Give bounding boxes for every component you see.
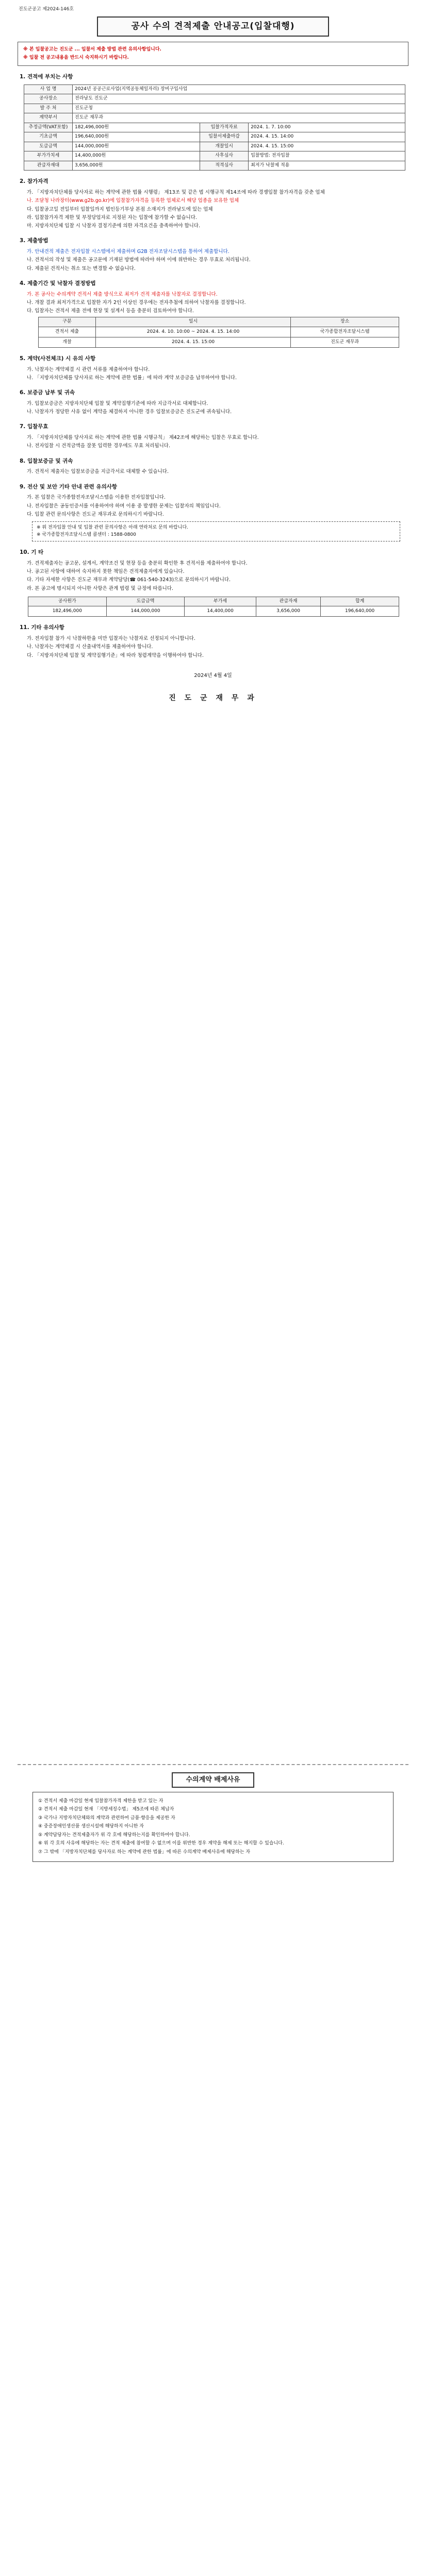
paragraph: 다. 「지방자치단체 입찰 및 계약집행기준」에 따라 청렴계약을 이행하여야 합니다. [27,652,204,658]
paragraph: 다. 입찰공고일 전일부터 입찰일까지 법인등기부상 본점 소재지가 전라남도에 있는 업체 [27,206,213,212]
table-cell: 144,000,000 [106,606,185,617]
col-header: 일시 [95,317,290,327]
paragraph: 다. 입찰 관련 문의사항은 진도군 재무과로 문의하시기 바랍니다. [27,511,164,517]
section-title: 5. 계약(사전체크) 시 유의 사항 [20,355,96,362]
row-label: 공사장소 [24,94,73,104]
row-value: 진도군 재무과 [73,113,405,123]
paragraph: 나. 낙찰자는 계약체결 시 산출내역서를 제출하여야 합니다. [27,644,153,650]
paragraph: 가. 전자입찰 참가 시 낙찰하한율 미만 입찰자는 낙찰자로 선정되지 아니합니다. [27,636,195,641]
col-header: 부가세 [185,597,256,606]
row-value: 2024. 4. 15. 15:00 [249,142,405,151]
paragraph: 나. 조달청 나라장터(www.g2b.go.kr)에 입찰참가자격을 등록한 업체로서 해당 업종을 보유한 업체 [27,198,239,204]
row-label: 입찰서제출마감 [200,132,249,142]
paragraph: 나. 개찰 결과 최저가격으로 입찰한 자가 2인 이상인 경우에는 전자추첨에 의하여 낙찰자를 결정합니다. [27,299,246,306]
table-cell: 개찰 [39,337,96,347]
row-label: 사후심사 [200,151,249,161]
row-label: 관급자재대 [24,161,73,171]
contract-item: ⑦ 그 밖에 「지방자치단체를 당사자로 하는 계약에 관한 법률」에 따른 수의계약 배제사유에 해당하는 자 [38,1849,251,1855]
schedule-table [38,317,399,348]
paragraph: 다. 기타 자세한 사항은 진도군 재무과 계약담당(☎ 061-540-3243)으로 문의하시기 바랍니다. [27,577,231,583]
paragraph: 나. 전자입찰 시 견적금액을 잘못 입력한 경우에도 무효 처리됩니다. [27,443,170,449]
table-cell: 견적서 제출 [39,327,96,337]
row-label: 발 주 처 [24,104,73,113]
overview-table [24,84,405,171]
section-title: 4. 제출기간 및 낙찰자 결정방법 [20,280,96,286]
section-title: 11. 기타 유의사항 [20,624,64,631]
col-header: 공사원가 [28,597,107,606]
issuer-name: 진 도 군 재 무 과 [169,693,257,702]
col-header: 관급자재 [256,597,320,606]
paragraph: 가. 본 입찰은 국가종합전자조달시스템을 이용한 전자입찰입니다. [27,495,166,501]
row-value: 182,496,000원 [73,123,200,132]
col-header: 구분 [39,317,96,327]
row-label: 기초금액 [24,132,73,142]
paragraph: 나. 「지방자치단체를 당사자로 하는 계약에 관한 법률」에 따라 계약 보증금을 납부하여야 합니다. [27,375,237,381]
paragraph: 가. 입찰보증금은 지방자치단체 입찰 및 계약집행기준에 따라 지급각서로 대체합니다. [27,400,208,406]
section-title: 10. 기 타 [20,549,44,555]
paragraph: 가. 견적제출자는 공고문, 설계서, 계약조건 및 현장 등을 충분히 확인한 후 견적서를 제출하여야 합니다. [27,560,248,566]
closing-date: 2024년 4월 4일 [194,672,232,679]
paragraph: 가. 낙찰자는 계약체결 시 관련 서류를 제출하여야 합니다. [27,366,150,372]
table-cell: 국가종합전자조달시스템 [291,327,399,337]
row-value: 3,656,000원 [73,161,200,171]
notice-line: ※ 본 입찰공고는 진도군 ... 입찰서 제출 방법 관련 유의사항입니다. [23,47,161,52]
price-table [28,597,399,617]
paragraph: 가. 안내견적 제출은 전자입찰 시스템에서 제출하며 G2B 전자조달시스템을 통하여 제출합니다. [27,249,230,255]
row-label: 개찰일시 [200,142,249,151]
paragraph: 나. 전자입찰은 공동인증서를 이용하여야 하며 이용 중 발생한 문제는 입찰자의 책임입니다. [27,503,221,509]
paragraph: 가. 「지방자치단체를 당사자로 하는 계약에 관한 법률 시행규칙」 제42조에 해당하는 입찰은 무효로 합니다. [27,435,259,440]
row-label: 사 업 명 [24,84,73,94]
row-label: 계약부서 [24,113,73,123]
paragraph: 라. 입찰참가자격 제한 및 부정당업자로 지정된 자는 입찰에 참가할 수 없습니다. [27,214,197,221]
table-cell: 진도군 재무과 [291,337,399,347]
paragraph: 가. 본 공사는 수의계약 견적서 제출 방식으로 최저가 견적 제출자를 낙찰자로 결정합니다. [27,291,218,297]
col-header: 합계 [321,597,399,606]
table-cell: 14,400,000 [185,606,256,617]
contract-item: ④ 중증장애인생산품 생산시설에 해당하지 아니한 자 [38,1824,144,1829]
divider [18,1764,408,1765]
row-value: 144,000,000원 [73,142,200,151]
paragraph: 가. 「지방자치단체를 당사자로 하는 계약에 관한 법률 시행령」 제13조 및 같은 법 시행규칙 제14조에 따라 경쟁입찰 참가자격을 갖춘 업체 [27,190,325,195]
paragraph: 나. 공고된 사항에 대하여 숙지하지 못한 책임은 견적제출자에게 있습니다. [27,569,185,574]
row-label: 추정금액(VAT포함) [24,123,73,132]
section-title: 7. 입찰무효 [20,423,48,430]
paragraph: 다. 입찰자는 견적서 제출 전에 현장 및 설계서 등을 충분히 검토하여야 합니다. [27,308,194,314]
row-value: 최저가 낙찰제 적용 [249,161,405,171]
contract-item: ③ 국가나 지방자치단체와의 계약과 관련하여 금품·향응을 제공한 자 [38,1815,175,1821]
row-value: 입찰방법: 전자입찰 [249,151,405,161]
row-label: 입찰가적자료 [200,123,249,132]
page-title: 공사 수의 견적제출 안내공고(입찰대행) [97,16,329,37]
contract-item: ⑤ 계약담당자는 견적제출자가 위 각 호에 해당하는지를 확인하여야 합니다. [38,1832,190,1838]
contract-item: ⑥ 위 각 호의 사유에 해당하는 자는 견적 제출에 참여할 수 없으며 이를 위반한 경우 계약을 해제 또는 해지할 수 있습니다. [38,1841,284,1846]
section-title: 9. 전산 및 보안 기타 안내 관련 유의사항 [20,483,118,490]
row-value: 진도군청 [73,104,405,113]
col-header: 도급금액 [106,597,185,606]
paragraph: 가. 견적서 제출자는 입찰보증금을 지급각서로 대체할 수 있습니다. [27,469,169,475]
paragraph: 다. 제출된 견적서는 취소 또는 변경할 수 없습니다. [27,265,136,272]
contract-title: 수의계약 배제사유 [172,1772,254,1788]
row-label: 부가가치세 [24,151,73,161]
row-value: 14,400,000원 [73,151,200,161]
col-header: 장소 [291,317,399,327]
section-title: 6. 보증금 납부 및 귀속 [20,389,75,396]
paragraph: 마. 지방자치단체 입찰 시 낙찰자 결정기준에 의한 자격요건을 충족하여야 합니다. [27,223,201,229]
row-value: 196,640,000원 [73,132,200,142]
table-cell: 2024. 4. 15. 15:00 [95,337,290,347]
section-title: 3. 제출방법 [20,238,48,244]
row-label: 적격심사 [200,161,249,171]
section-title: 1. 견적에 부치는 사항 [20,74,73,80]
table-cell: 3,656,000 [256,606,320,617]
table-cell: 182,496,000 [28,606,107,617]
row-label: 도급금액 [24,142,73,151]
notice-box [18,42,408,66]
table-cell: 2024. 4. 10. 10:00 ~ 2024. 4. 15. 14:00 [95,327,290,337]
paragraph: 나. 낙찰자가 정당한 사유 없이 계약을 체결하지 아니한 경우 입찰보증금은 진도군에 귀속됩니다. [27,409,232,415]
info-line: ※ 국가종합전자조달시스템 콜센터 : 1588-0800 [37,532,136,537]
paragraph: 라. 본 공고에 명시되지 아니한 사항은 관계 법령 및 규정에 따릅니다. [27,585,174,591]
section-title: 2. 참가자격 [20,178,48,185]
contract-item: ② 견적서 제출 마감일 현재 「지방세징수법」 제5조에 따른 체납자 [38,1807,174,1812]
paragraph: 나. 견적서의 작성 및 제출은 공고문에 기재된 방법에 따라야 하며 이에 위반하는 경우 무효로 처리됩니다. [27,257,251,263]
page-2 [0,1551,426,2576]
header-note: 진도군공고 제2024-146호 [19,7,74,12]
info-line: ※ 위 전자입찰 안내 및 입찰 관련 문의사항은 아래 연락처로 문의 바랍니다. [37,525,188,530]
row-value: 2024. 4. 15. 14:00 [249,132,405,142]
notice-line: ※ 입찰 전 공고내용을 반드시 숙지하시기 바랍니다. [23,55,129,60]
row-value: 2024년 공공근로사업(지역공동체일자리) 장비구입사업 [73,84,405,94]
contract-item: ① 견적서 제출 마감일 현재 입찰참가자격 제한을 받고 있는 자 [38,1798,163,1804]
contract-box [32,1792,394,1862]
table-cell: 196,640,000 [321,606,399,617]
section-title: 8. 입찰보증금 및 귀속 [20,457,73,464]
row-value: 전라남도 진도군 [73,94,405,104]
info-box [32,521,400,541]
row-value: 2024. 1. 7. 10:00 [249,123,405,132]
